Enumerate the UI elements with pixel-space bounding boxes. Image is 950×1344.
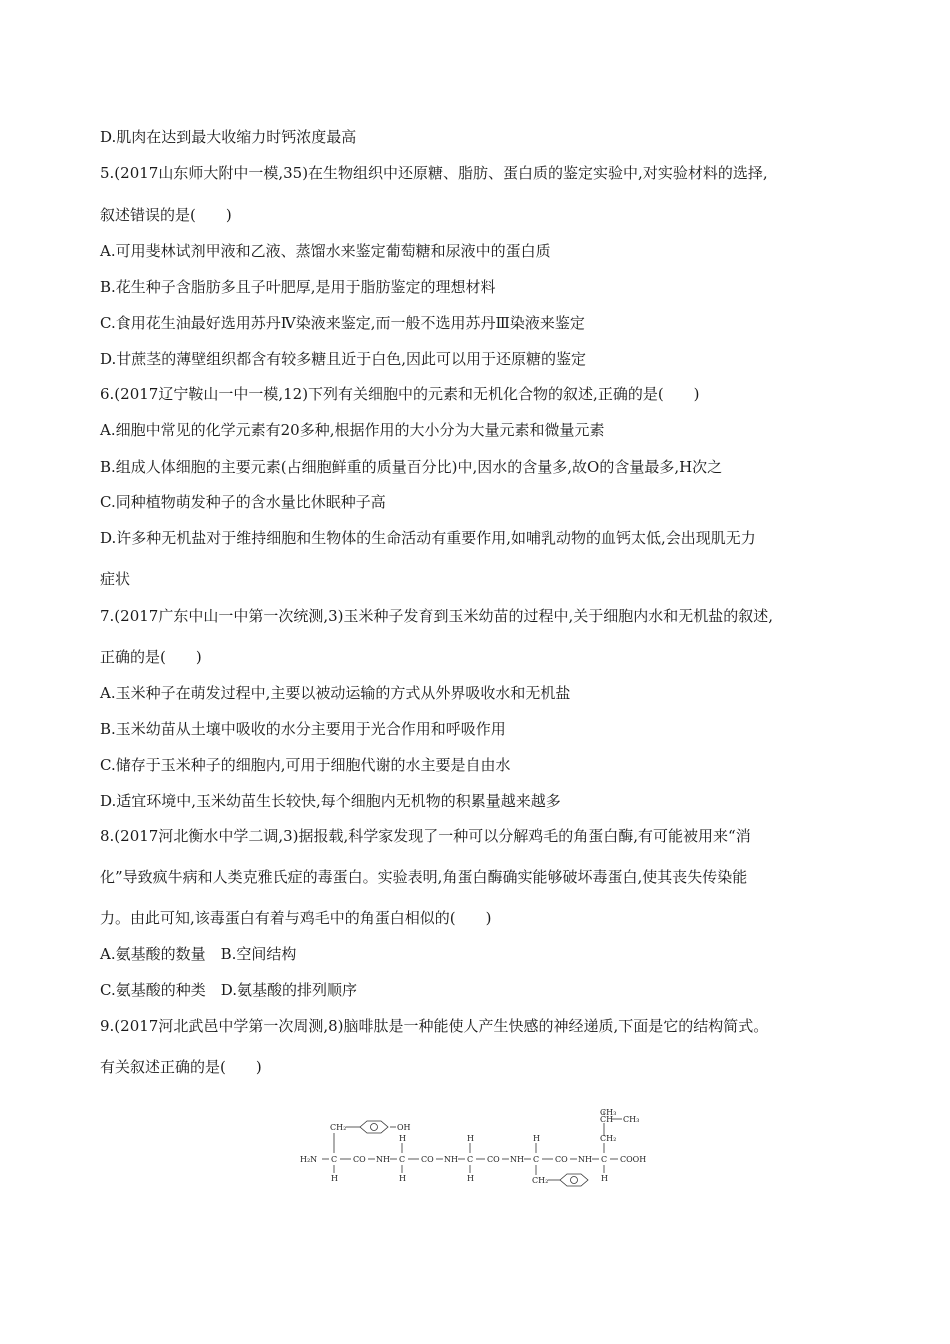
question-8-options-ab: A.氨基酸的数量 B.空间结构 bbox=[100, 945, 297, 963]
oh-label: OH bbox=[397, 1123, 411, 1132]
question-8-stem: 8.(2017河北衡水中学二调,3)据报载,科学家发现了一种可以分解鸡毛的角蛋白酶,有可能被用来“消 bbox=[100, 827, 751, 845]
question-6-option-a: A.细胞中常见的化学元素有20多种,根据作用的大小分为大量元素和微量元素 bbox=[100, 421, 605, 439]
question-8-options-cd: C.氨基酸的种类 D.氨基酸的排列顺序 bbox=[100, 981, 357, 999]
h-label-7: H bbox=[601, 1174, 608, 1183]
question-6-option-d-cont: 症状 bbox=[100, 570, 131, 588]
question-7-option-d: D.适宜环境中,玉米幼苗生长较快,每个细胞内无机物的积累量越来越多 bbox=[100, 792, 561, 810]
question-5-option-b: B.花生种子含脂肪多且子叶肥厚,是用于脂肪鉴定的理想材料 bbox=[100, 278, 496, 296]
question-8-stem-cont-1: 化”导致疯牛病和人类克雅氏症的毒蛋白。实验表明,角蛋白酶确实能够破坏毒蛋白,使其丧失传染能 bbox=[100, 868, 748, 886]
alpha-carbon-3: C bbox=[467, 1155, 474, 1164]
h2n-label: H₂N bbox=[300, 1155, 318, 1164]
h-label-3: H bbox=[399, 1174, 406, 1183]
ch2-label-3: CH₂ bbox=[600, 1134, 617, 1143]
cooh-label: COOH bbox=[620, 1155, 647, 1164]
ch-label: CH bbox=[600, 1115, 614, 1124]
question-6-stem: 6.(2017辽宁鞍山一中一模,12)下列有关细胞中的元素和无机化合物的叙述,正确的是( ) bbox=[100, 385, 700, 403]
question-6-option-b: B.组成人体细胞的主要元素(占细胞鲜重的质量百分比)中,因水的含量多,故O的含量最多,H次之 bbox=[100, 458, 723, 476]
question-5-option-d: D.甘蔗茎的薄壁组织都含有较多糖且近于白色,因此可以用于还原糖的鉴定 bbox=[100, 350, 587, 368]
question-5-stem: 5.(2017山东师大附中一模,35)在生物组织中还原糖、脂肪、蛋白质的鉴定实验中,对实验材料的选择, bbox=[100, 164, 768, 182]
alpha-carbon-5: C bbox=[601, 1155, 608, 1164]
question-6-option-c: C.同种植物萌发种子的含水量比休眠种子高 bbox=[100, 493, 386, 511]
nh-label-3: NH bbox=[510, 1155, 524, 1164]
alpha-carbon-4: C bbox=[533, 1155, 540, 1164]
question-7-option-b: B.玉米幼苗从土壤中吸收的水分主要用于光合作用和呼吸作用 bbox=[100, 720, 506, 738]
h-label-6: H bbox=[533, 1134, 540, 1143]
alpha-carbon-2: C bbox=[399, 1155, 406, 1164]
co-label-3: CO bbox=[487, 1155, 500, 1164]
nh-label-4: NH bbox=[578, 1155, 592, 1164]
ch2-label-2: CH₂ bbox=[532, 1176, 549, 1185]
ch3-label-2: CH₃ bbox=[623, 1115, 640, 1124]
question-5-option-c: C.食用花生油最好选用苏丹Ⅳ染液来鉴定,而一般不选用苏丹Ⅲ染液来鉴定 bbox=[100, 314, 585, 332]
question-5-option-a: A.可用斐林试剂甲液和乙液、蒸馏水来鉴定葡萄糖和尿液中的蛋白质 bbox=[100, 242, 551, 260]
co-label-1: CO bbox=[353, 1155, 366, 1164]
co-label-4: CO bbox=[555, 1155, 568, 1164]
alpha-carbon-1: C bbox=[331, 1155, 338, 1164]
nh-label-2: NH bbox=[444, 1155, 458, 1164]
question-7-option-a: A.玉米种子在萌发过程中,主要以被动运输的方式从外界吸收水和无机盐 bbox=[100, 684, 571, 702]
ch2-label-1: CH₂ bbox=[330, 1123, 347, 1132]
question-6-option-d: D.许多种无机盐对于维持细胞和生物体的生命活动有重要作用,如哺乳动物的血钙太低,会出现肌无力 bbox=[100, 529, 756, 547]
h-label-2: H bbox=[399, 1134, 406, 1143]
question-5-stem-cont: 叙述错误的是( ) bbox=[100, 206, 232, 224]
h-label-5: H bbox=[467, 1174, 474, 1183]
question-7-stem-cont: 正确的是( ) bbox=[100, 648, 202, 666]
question-9-stem-cont: 有关叙述正确的是( ) bbox=[100, 1058, 262, 1076]
question-9-stem: 9.(2017河北武邑中学第一次周测,8)脑啡肽是一种能使人产生快感的神经递质,下面是它的结构简式。 bbox=[100, 1017, 769, 1035]
question-8-stem-cont-2: 力。由此可知,该毒蛋白有着与鸡毛中的角蛋白相似的( ) bbox=[100, 909, 492, 927]
question-7-option-c: C.储存于玉米种子的细胞内,可用于细胞代谢的水主要是自由水 bbox=[100, 756, 511, 774]
nh-label-1: NH bbox=[376, 1155, 390, 1164]
question-7-stem: 7.(2017广东中山一中第一次统测,3)玉米种子发育到玉米幼苗的过程中,关于细胞内水和无机盐的叙述, bbox=[100, 607, 774, 625]
co-label-2: CO bbox=[421, 1155, 434, 1164]
option-5-prev-d: D.肌肉在达到最大收缩力时钙浓度最高 bbox=[100, 128, 357, 146]
h-label-4: H bbox=[467, 1134, 474, 1143]
ch3-label-1: CH₃ bbox=[600, 1108, 617, 1117]
h-label-1: H bbox=[331, 1174, 338, 1183]
enkephalin-structural-formula bbox=[296, 1108, 666, 1193]
